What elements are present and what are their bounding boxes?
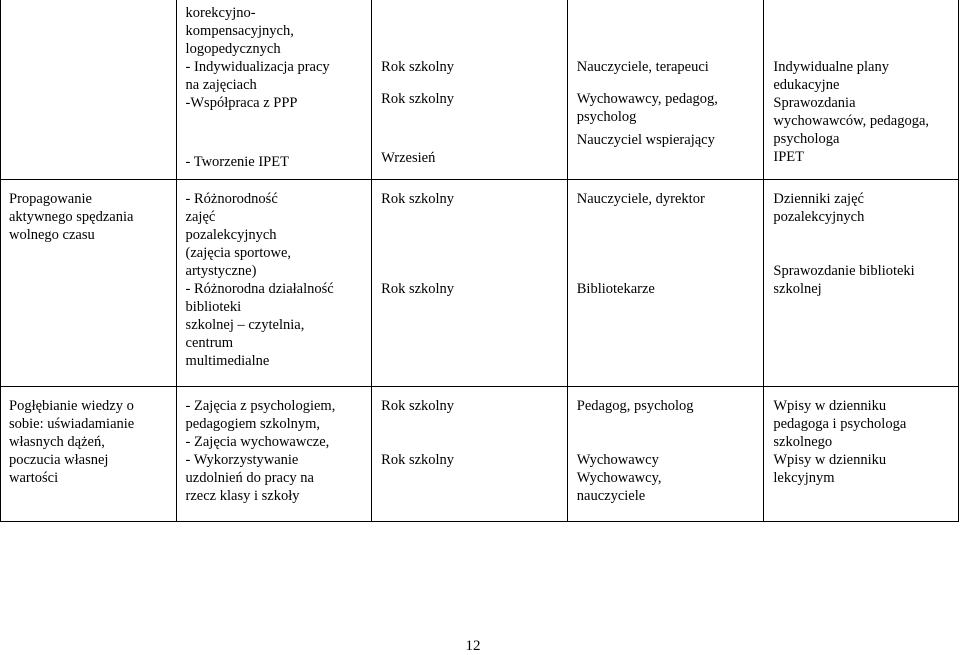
term-text: Rok szkolny — [381, 397, 455, 414]
term-cell — [372, 179, 568, 386]
responsible-text: Wychowawcy, pedagog, psycholog — [576, 91, 718, 125]
tasks-extra-text: - Tworzenie IPET — [185, 154, 289, 170]
responsible-text: Nauczyciele, dyrektor — [576, 190, 705, 207]
tasks-cell — [176, 179, 372, 386]
forms-cell — [764, 0, 959, 179]
table-row — [1, 0, 959, 179]
responsible-text: Wychowawcy Wychowawcy, nauczyciele — [576, 451, 662, 504]
term-cell — [372, 386, 568, 521]
tasks-cell — [176, 0, 372, 179]
tasks-text: - Zajęcia z psychologiem, pedagogiem szkolnym, - Zajęcia wychowawcze, - Wykorzystywanie uzdolnień do pracy na rzecz klasy i szkoły — [185, 397, 336, 504]
term-text: Rok szkolny — [381, 59, 455, 75]
responsible-text: Bibliotekarze — [576, 280, 655, 297]
goal-text: Pogłębianie wiedzy o sobie: uświadamianie własnych dążeń, poczucia własnej wartości — [9, 397, 135, 486]
goal-cell — [1, 0, 177, 179]
term-text: Rok szkolny — [381, 190, 455, 207]
responsible-cell — [567, 386, 764, 521]
forms-text: Sprawozdanie biblioteki szkolnej — [773, 262, 915, 297]
term-cell — [372, 0, 568, 179]
responsible-text: Nauczyciele, terapeuci — [576, 59, 709, 75]
responsible-text: Nauczyciel wspierający — [576, 132, 715, 148]
term-text: Rok szkolny — [381, 451, 455, 468]
term-text: Rok szkolny — [381, 280, 455, 297]
table-row — [1, 179, 959, 386]
goal-cell — [1, 179, 177, 386]
term-text: Wrzesień — [381, 150, 436, 166]
tasks-text: korekcyjno- kompensacyjnych, logopedycznych - Indywidualizacja pracy na zajęciach -Współpraca z PPP — [185, 5, 330, 111]
forms-text: Wpisy w dzienniku pedagoga i psychologa szkolnego Wpisy w dzienniku lekcyjnym — [773, 397, 907, 486]
goal-text: Propagowanie aktywnego spędzania wolnego czasu — [9, 190, 134, 243]
tasks-cell — [176, 386, 372, 521]
responsible-cell — [567, 0, 764, 179]
forms-text: Indywidualne plany edukacyjne — [773, 59, 889, 93]
responsible-cell — [567, 179, 764, 386]
term-text: Rok szkolny — [381, 91, 455, 107]
page-number: 12 — [465, 638, 481, 654]
goal-cell — [1, 386, 177, 521]
forms-cell — [764, 386, 959, 521]
tasks-text: - Różnorodność zajęć pozalekcyjnych (zajęcia sportowe, artystyczne) - Różnorodna działalność biblioteki szkolnej – czytelnia, centrum multimedialne — [185, 190, 334, 369]
forms-text: IPET — [773, 149, 804, 165]
table-row — [1, 386, 959, 521]
forms-text: Dzienniki zajęć pozalekcyjnych — [773, 190, 865, 225]
responsible-text: Pedagog, psycholog — [576, 397, 694, 414]
forms-text: Sprawozdania wychowawców, pedagoga, psychologa — [773, 95, 930, 147]
forms-cell — [764, 179, 959, 386]
